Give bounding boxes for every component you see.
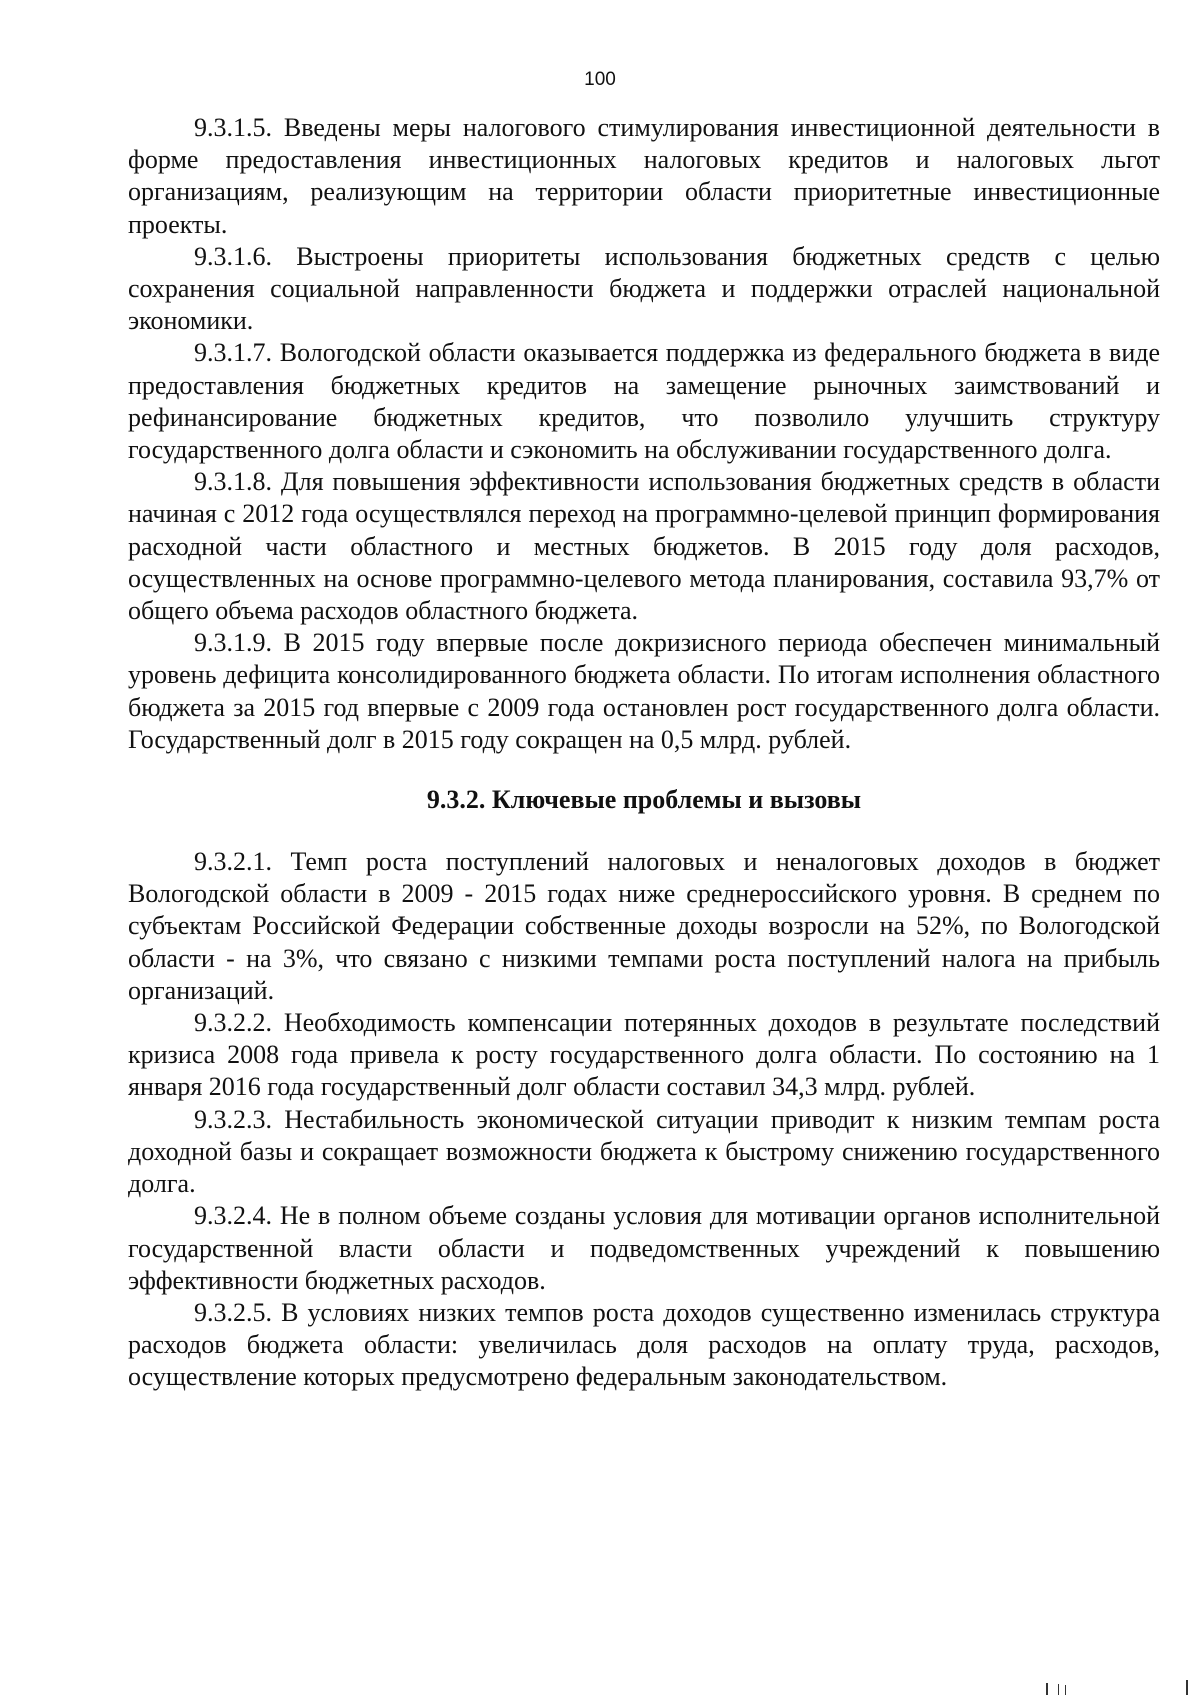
paragraph-9-3-1-5: 9.3.1.5. Введены меры налогового стимулирования инвестиционной деятельности в форме предоставления инвестиционных налоговых кредитов и налоговых льгот организациям, реализующим на территории области приоритетные инвестиционные проекты.: [128, 113, 1160, 239]
scan-artifact-mark: [1186, 1680, 1188, 1695]
paragraph-9-3-2-1: 9.3.2.1. Темп роста поступлений налоговых и неналоговых доходов в бюджет Вологодской области в 2009 - 2015 годах ниже среднероссийского уровня. В среднем по субъектам Российской Федерации собственные доходы возросли на 52%, по Вологодской области - на 3%, что связано с низкими темпами роста поступлений налога на прибыль организаций.: [128, 847, 1160, 1005]
paragraph-9-3-2-2: 9.3.2.2. Необходимость компенсации потерянных доходов в результате последствий кризиса 2008 года привела к росту государственного долга области. По состоянию на 1 января 2016 года государственный долг области составил 34,3 млрд. рублей.: [128, 1008, 1160, 1102]
paragraph-9-3-2-4: 9.3.2.4. Не в полном объеме созданы условия для мотивации органов исполнительной государственной власти области и подведомственных учреждений к повышению эффективности бюджетных расходов.: [128, 1201, 1160, 1295]
scan-artifact-mark: [1058, 1684, 1059, 1695]
paragraph-9-3-1-8: 9.3.1.8. Для повышения эффективности использования бюджетных средств в области начиная с 2012 года осуществлялся переход на программно-целевой принцип формирования расходной части областного и местных бюджетов. В 2015 году доля расходов, осуществленных на основе программно-целевого метода планирования, составила 93,7% от общего объема расходов областного бюджета.: [128, 467, 1160, 626]
paragraph-9-3-1-7: 9.3.1.7. Вологодской области оказывается поддержка из федерального бюджета в виде предоставления бюджетных кредитов на замещение рыночных заимствований и рефинансирование бюджетных кредитов, что позволило улучшить структуру государственного долга области и сэкономить на обслуживании государственного долга.: [128, 338, 1160, 465]
paragraph-9-3-1-6: 9.3.1.6. Выстроены приоритеты использования бюджетных средств с целью сохранения социальной направленности бюджета и поддержки отраслей национальной экономики.: [128, 241, 1160, 336]
document-body: [128, 112, 1160, 1394]
paragraph-9-3-1-9: 9.3.1.9. В 2015 году впервые после докризисного периода обеспечен минимальный уровень дефицита консолидированного бюджета области. По итогам исполнения областного бюджета за 2015 год впервые с 2009 года остановлен рост государственного долга области. Государственный долг в 2015 году сокращен на 0,5 млрд. рублей.: [128, 628, 1160, 754]
section-heading: 9.3.2. Ключевые проблемы и вызовы: [426, 785, 862, 815]
scan-artifact-mark: [1065, 1685, 1066, 1695]
paragraph-9-3-2-3: 9.3.2.3. Нестабильность экономической ситуации приводит к низким темпам роста доходной базы и сокращает возможности бюджета к быстрому снижению государственного долга.: [128, 1104, 1160, 1199]
page-number: 100: [584, 69, 616, 90]
scan-artifact-mark: [1046, 1683, 1048, 1695]
paragraph-9-3-2-5: 9.3.2.5. В условиях низких темпов роста доходов существенно изменилась структура расходов бюджета области: увеличилась доля расходов на оплату труда, расходов, осуществление которых предусмотрено федеральным законодательством.: [128, 1297, 1160, 1392]
